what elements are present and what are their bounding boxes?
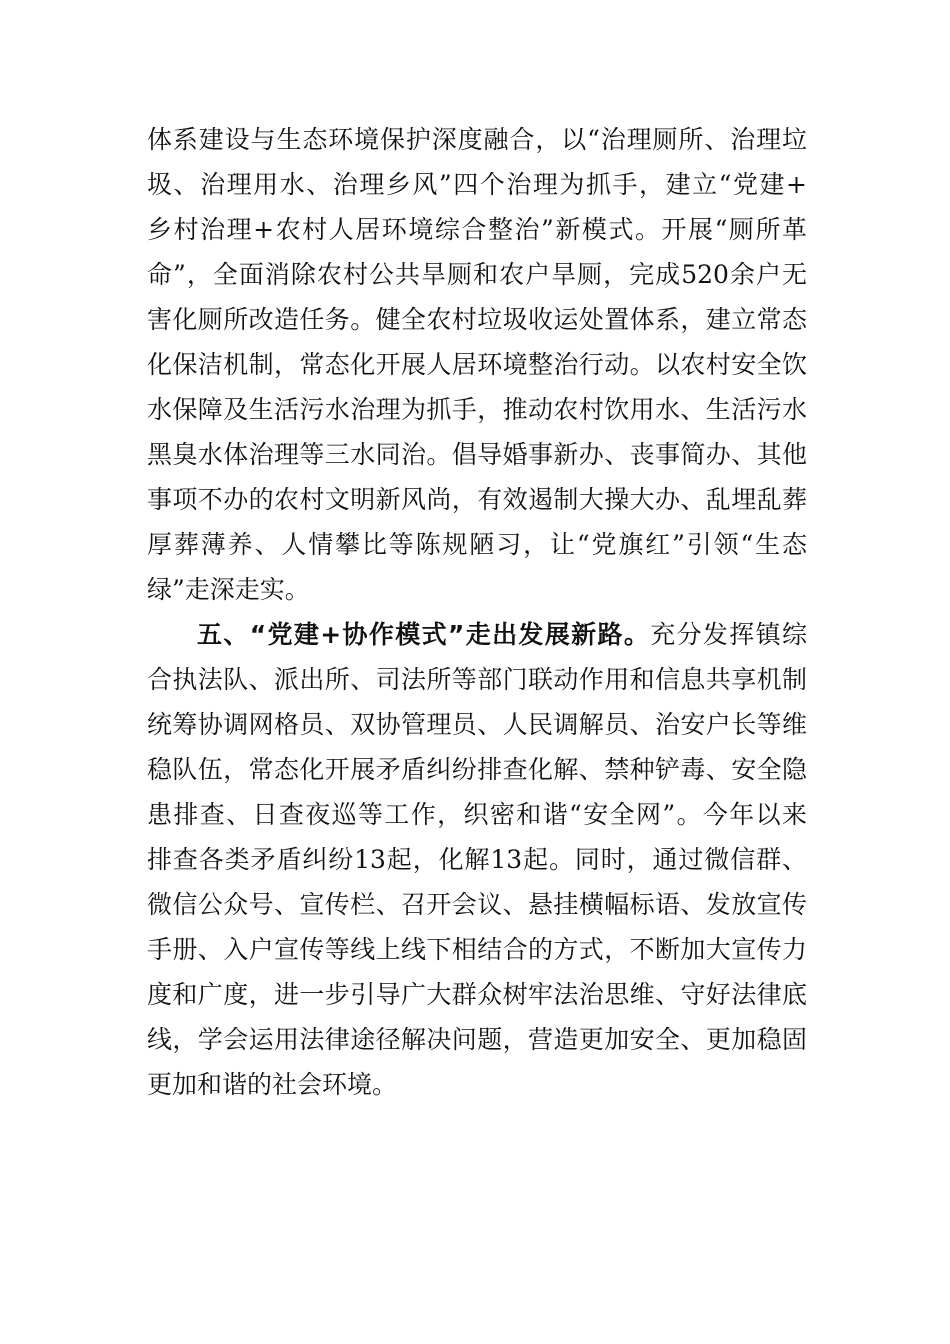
paragraph-line: 绿”走深走实。 (147, 575, 310, 604)
paragraph-line: 水保障及生活污水治理为抓手，推动农村饮用水、生活污水 (147, 395, 807, 424)
paragraph-line: 乡村治理+农村人居环境综合整治”新模式。开展“厕所革 (147, 215, 807, 244)
section-heading-line (197, 620, 807, 650)
paragraph-line: 害化厕所改造任务。健全农村垃圾收运处置体系，建立常态 (147, 305, 807, 334)
section-heading: 五、“党建+协作模式”走出发展新路。 (197, 620, 651, 649)
paragraph-line: 合执法队、派出所、司法所等部门联动作用和信息共享机制 (147, 665, 807, 694)
paragraph-line: 统筹协调网格员、双协管理员、人民调解员、治安户长等维 (147, 710, 807, 739)
paragraph-line: 黑臭水体治理等三水同治。倡导婚事新办、丧事简办、其他 (147, 440, 807, 469)
paragraph-line: 患排查、日查夜巡等工作，织密和谐“安全网”。今年以来 (147, 800, 807, 829)
paragraph-line: 手册、入户宣传等线上线下相结合的方式，不断加大宣传力 (147, 935, 807, 964)
paragraph-line: 度和广度，进一步引导广大群众树牢法治思维、守好法律底 (147, 980, 807, 1009)
paragraph-line: 命”，全面消除农村公共旱厕和农户旱厕，完成520余户无 (147, 260, 807, 289)
paragraph-line: 化保洁机制，常态化开展人居环境整治行动。以农村安全饮 (147, 350, 807, 379)
paragraph-line: 排查各类矛盾纠纷13起，化解13起。同时，通过微信群、 (147, 845, 807, 874)
paragraph-line: 厚葬薄养、人情攀比等陈规陋习，让“党旗红”引领“生态 (147, 530, 807, 559)
section-heading-continuation: 充分发挥镇综 (650, 620, 807, 649)
paragraph-line: 更加和谐的社会环境。 (147, 1070, 398, 1099)
paragraph-line: 微信公众号、宣传栏、召开会议、悬挂横幅标语、发放宣传 (147, 890, 807, 919)
paragraph-line: 稳队伍，常态化开展矛盾纠纷排查化解、禁种铲毒、安全隐 (147, 755, 807, 784)
paragraph-line: 圾、治理用水、治理乡风”四个治理为抓手，建立“党建+ (147, 170, 807, 199)
paragraph-line: 线，学会运用法律途径解决问题，营造更加安全、更加稳固 (147, 1025, 807, 1054)
paragraph-line: 体系建设与生态环境保护深度融合，以“治理厕所、治理垃 (147, 125, 807, 154)
paragraph-line: 事项不办的农村文明新风尚，有效遏制大操大办、乱埋乱葬 (147, 485, 807, 514)
